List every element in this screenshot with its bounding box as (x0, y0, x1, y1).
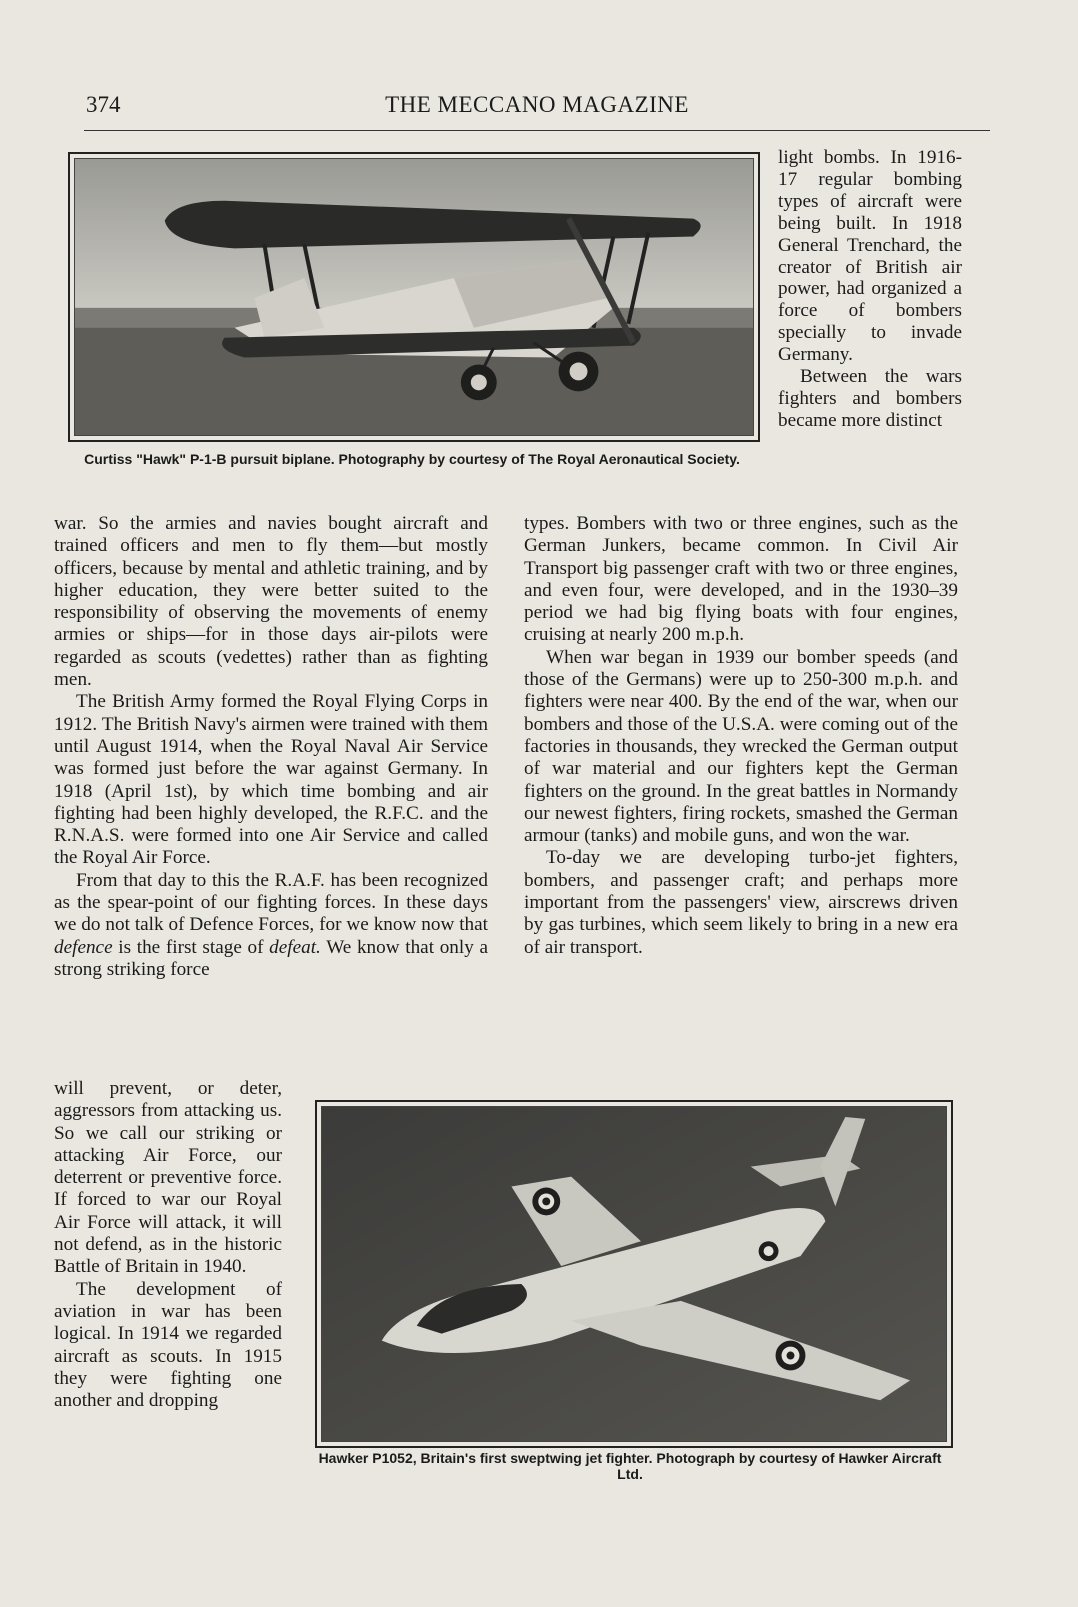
italic-word: defeat. (269, 936, 321, 958)
text-run: is the first stage of (118, 936, 264, 958)
jet-illustration (322, 1107, 946, 1441)
biplane-illustration (75, 159, 753, 435)
paragraph: light bombs. In 1916-17 regular bombing types of aircraft were being built. In 1918 General Trenchard, the creator of British air power, had organized a force of bombers specially to invade Germany. (778, 147, 962, 366)
paragraph (54, 870, 488, 981)
text-run: We know that only a strong striking force (54, 936, 488, 980)
paragraph: When war began in 1939 our bomber speeds (and those of the Germans) were up to 250-300 m.p.h. and fighters were near 400. By the end of the war, when our bombers and those of the U.S.A. were coming out of the factories in thousands, they wrecked the German output of war material and our fighters kept the German fighters on the ground. In the great battles in Normandy our newest fighters, firing rockets, smashed the German armour (tanks) and mobile guns, and won the war. (524, 646, 958, 847)
page-number: 374 (86, 92, 121, 117)
right-column-text (524, 513, 958, 959)
jet-caption: Hawker P1052, Britain's first sweptwing jet fighter. Photograph by courtesy of Hawker Aircraft Ltd. (318, 1450, 942, 1482)
italic-word: defence (54, 936, 113, 958)
left-narrow-text (54, 1078, 282, 1412)
paragraph: types. Bombers with two or three engines, such as the German Junkers, became common. In Civil Air Transport big passenger craft with two or three engines, and even four, were developed, and in the 1930–39 period we had big flying boats with four engines, cruising at nearly 200 m.p.h. (524, 513, 958, 646)
paragraph: To-day we are developing turbo-jet fighters, bombers, and passenger craft; and perhaps more important from the passengers' view, airscrews driven by gas turbines, which seem likely to bring in a new era of air transport. (524, 847, 958, 958)
right-top-text (778, 147, 962, 432)
biplane-photo (68, 152, 760, 442)
biplane-caption: Curtiss "Hawk" P-1-B pursuit biplane. Photography by courtesy of The Royal Aeronautical Society. (84, 451, 740, 467)
magazine-title: THE MECCANO MAGAZINE (385, 92, 689, 117)
text-run: From that day to this the R.A.F. has been recognized as the spear-point of our fighting forces. In these days we do not talk of Defence Forces, for we know now that (54, 869, 488, 936)
jet-photo (315, 1100, 953, 1448)
left-column-text (54, 513, 488, 981)
paragraph: will prevent, or deter, aggressors from attacking us. So we call our striking or attacking Air Force, our deterrent or preventive force. If forced to war our Royal Air Force will attack, it will not defend, as in the historic Battle of Britain in 1940. (54, 1078, 282, 1278)
paragraph: The development of aviation in war has been logical. In 1914 we regarded aircraft as scouts. In 1915 they were fighting one another and dropping (54, 1278, 282, 1412)
page-header (84, 92, 990, 131)
paragraph: Between the wars fighters and bombers became more distinct (778, 366, 962, 431)
paragraph: The British Army formed the Royal Flying Corps in 1912. The British Navy's airmen were trained with them until August 1914, when the Royal Naval Air Service was formed just before the war against Germany. In 1918 (April 1st), by which time bombing and air fighting had been highly developed, the R.F.C. and the R.N.A.S. were formed into one Air Service and called the Royal Air Force. (54, 691, 488, 869)
paragraph: war. So the armies and navies bought aircraft and trained officers and men to fly them—but mostly officers, because by mental and athletic training, and by higher education, they were better suited to the responsibility of observing the movements of enemy armies or ships—for in those days air-pilots were regarded as scouts (vedettes) rather than as fighting men. (54, 513, 488, 691)
